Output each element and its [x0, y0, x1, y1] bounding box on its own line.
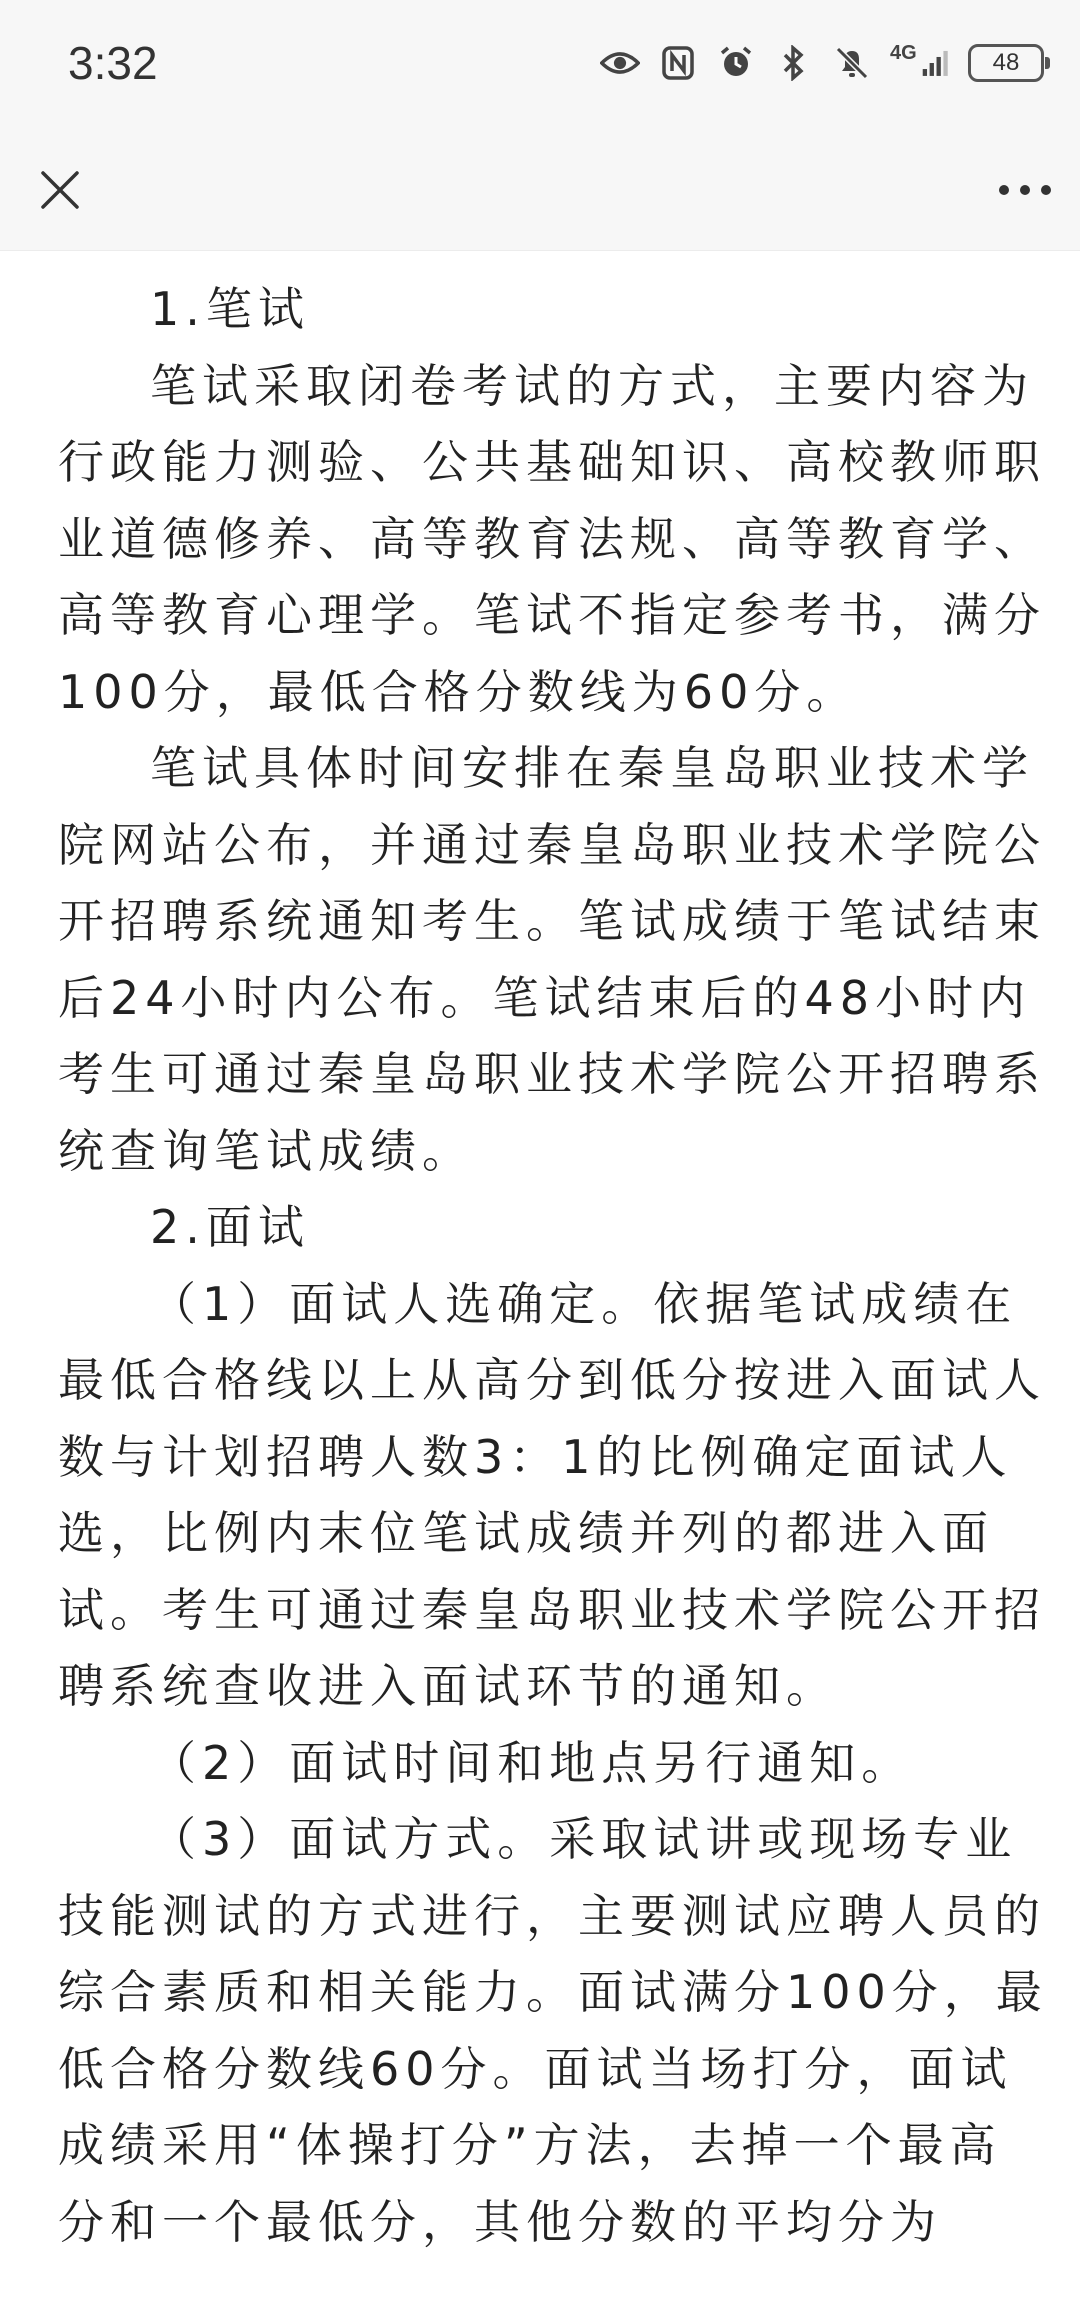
paragraph-interview-time: （2）面试时间和地点另行通知。: [150, 1735, 914, 1790]
paragraph-written-exam-content: 笔试采取闭卷考试的方式，主要内容为行政能力测验、公共基础知识、高校教师职业道德修养、高等教育法规、高等教育学、高等教育心理学。笔试不指定参考书，满分100分，最低合格分数线为60分。: [58, 358, 1046, 719]
article-body: [0, 251, 1080, 2260]
paragraph-interview-selection: （1）面试人选确定。依据笔试成绩在最低合格线以上从高分到低分按进入面试人数与计划招聘人数3：1的比例确定面试人选，比例内末位笔试成绩并列的都进入面试。考生可通过秦皇岛职业技术学院公开招聘系统查收进入面试环节的通知。: [58, 1276, 1046, 1713]
status-time: 3:32: [68, 37, 158, 89]
status-icons: [600, 40, 1044, 86]
paragraph-interview-method: （3）面试方式。采取试讲或现场专业技能测试的方式进行，主要测试应聘人员的综合素质和相关能力。面试满分100分，最低合格分数线60分。面试当场打分，面试成绩采用“体操打分”方法，去掉一个最高分和一个最低分，其他分数的平均分为: [58, 1812, 1048, 2249]
network-label: 4G: [890, 42, 917, 64]
signal-icon: [890, 43, 950, 83]
mute-bell-icon: [832, 43, 872, 83]
bluetooth-icon: [774, 43, 814, 83]
battery-icon: 48: [968, 44, 1044, 82]
status-bar: [0, 0, 1080, 130]
more-button[interactable]: [990, 160, 1060, 220]
section-heading-written-exam: 1.笔试: [150, 282, 310, 336]
app-bar: [0, 130, 1080, 251]
alarm-icon: [716, 43, 756, 83]
close-button[interactable]: [30, 160, 90, 220]
eye-icon: [600, 43, 640, 83]
close-icon: [40, 170, 80, 210]
more-icon: [998, 184, 1052, 196]
nfc-icon: [658, 43, 698, 83]
article-content[interactable]: [0, 251, 1080, 2302]
paragraph-written-exam-schedule: 笔试具体时间安排在秦皇岛职业技术学院网站公布，并通过秦皇岛职业技术学院公开招聘系统通知考生。笔试成绩于笔试结束后24小时内公布。笔试结束后的48小时内考生可通过秦皇岛职业技术学院公开招聘系统查询笔试成绩。: [58, 741, 1046, 1178]
section-heading-interview: 2.面试: [150, 1200, 310, 1254]
